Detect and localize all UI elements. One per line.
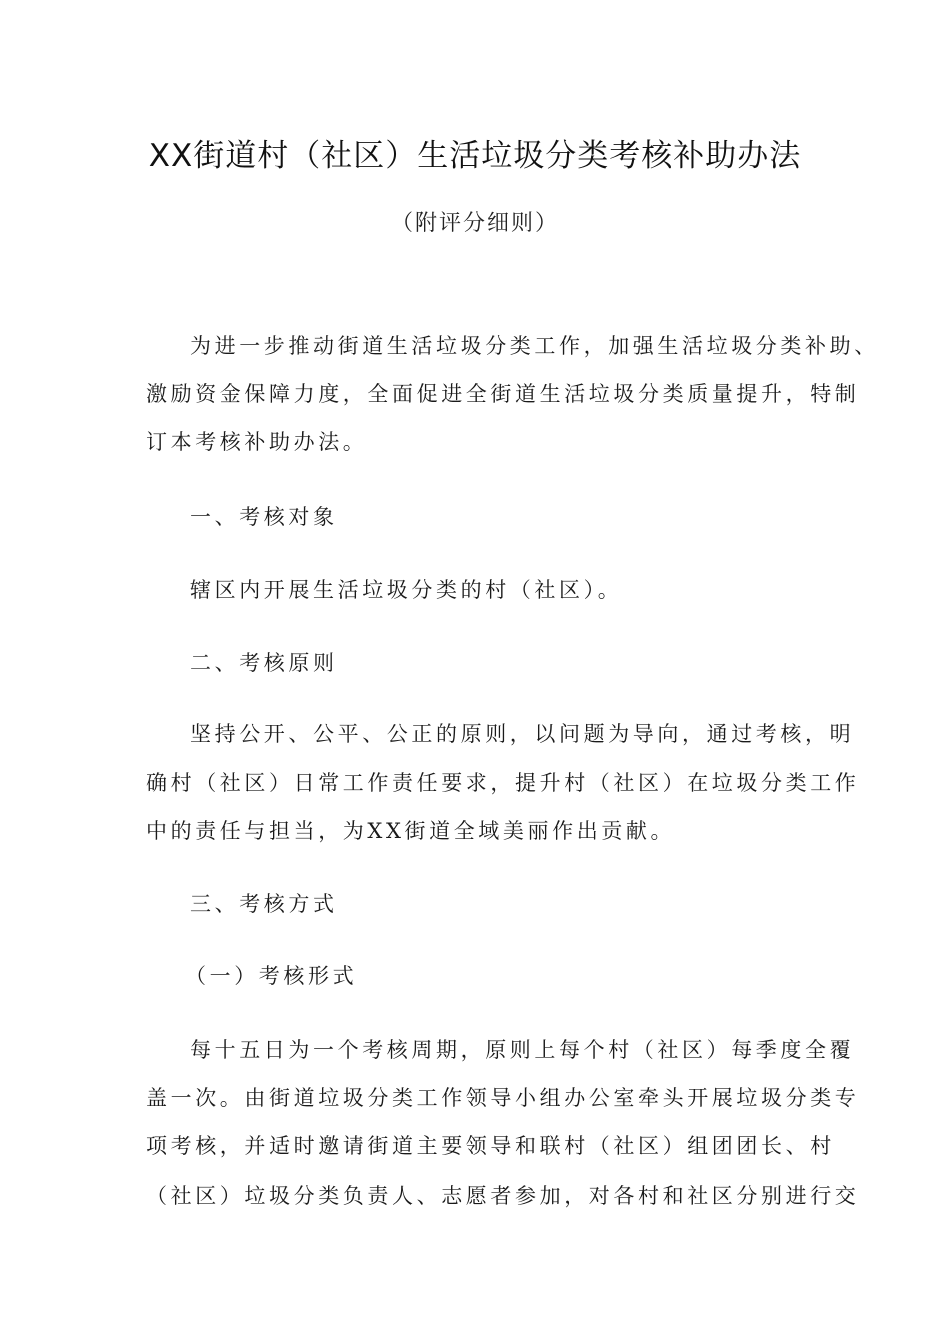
section-3-1-body-line-1: 每十五日为一个考核周期，原则上每个村（社区）每季度全覆 bbox=[190, 1038, 855, 1062]
section-3-1-heading: （一）考核形式 bbox=[185, 964, 358, 988]
section-3-1-body-line-2: 盖一次。由街道垃圾分类工作领导小组办公室牵头开展垃圾分类专 bbox=[146, 1086, 860, 1110]
section-2-body-line-3: 中的责任与担当，为XX街道全域美丽作出贡献。 bbox=[146, 819, 676, 843]
section-1-body: 辖区内开展生活垃圾分类的村（社区）。 bbox=[190, 578, 623, 602]
section-3-1-body-line-4: （社区）垃圾分类负责人、志愿者参加，对各村和社区分别进行交 bbox=[146, 1184, 860, 1208]
section-1-heading: 一、考核对象 bbox=[190, 505, 338, 529]
section-2-heading: 二、考核原则 bbox=[190, 651, 338, 675]
intro-line-2: 激励资金保障力度，全面促进全街道生活垃圾分类质量提升，特制 bbox=[146, 382, 860, 406]
section-2-body-line-2: 确村（社区）日常工作责任要求，提升村（社区）在垃圾分类工作 bbox=[146, 771, 860, 795]
intro-line-1: 为进一步推动街道生活垃圾分类工作，加强生活垃圾分类补助、 bbox=[190, 334, 879, 358]
intro-line-3: 订本考核补助办法。 bbox=[146, 430, 368, 454]
document-subtitle: （附评分细则） bbox=[390, 211, 559, 236]
document-title: XX街道村（社区）生活垃圾分类考核补助办法 bbox=[148, 138, 802, 174]
section-3-1-body-line-3: 项考核，并适时邀请街道主要领导和联村（社区）组团团长、村 bbox=[146, 1134, 835, 1158]
section-3-heading: 三、考核方式 bbox=[190, 892, 338, 916]
section-2-body-line-1: 坚持公开、公平、公正的原则，以问题为导向，通过考核，明 bbox=[190, 722, 855, 746]
